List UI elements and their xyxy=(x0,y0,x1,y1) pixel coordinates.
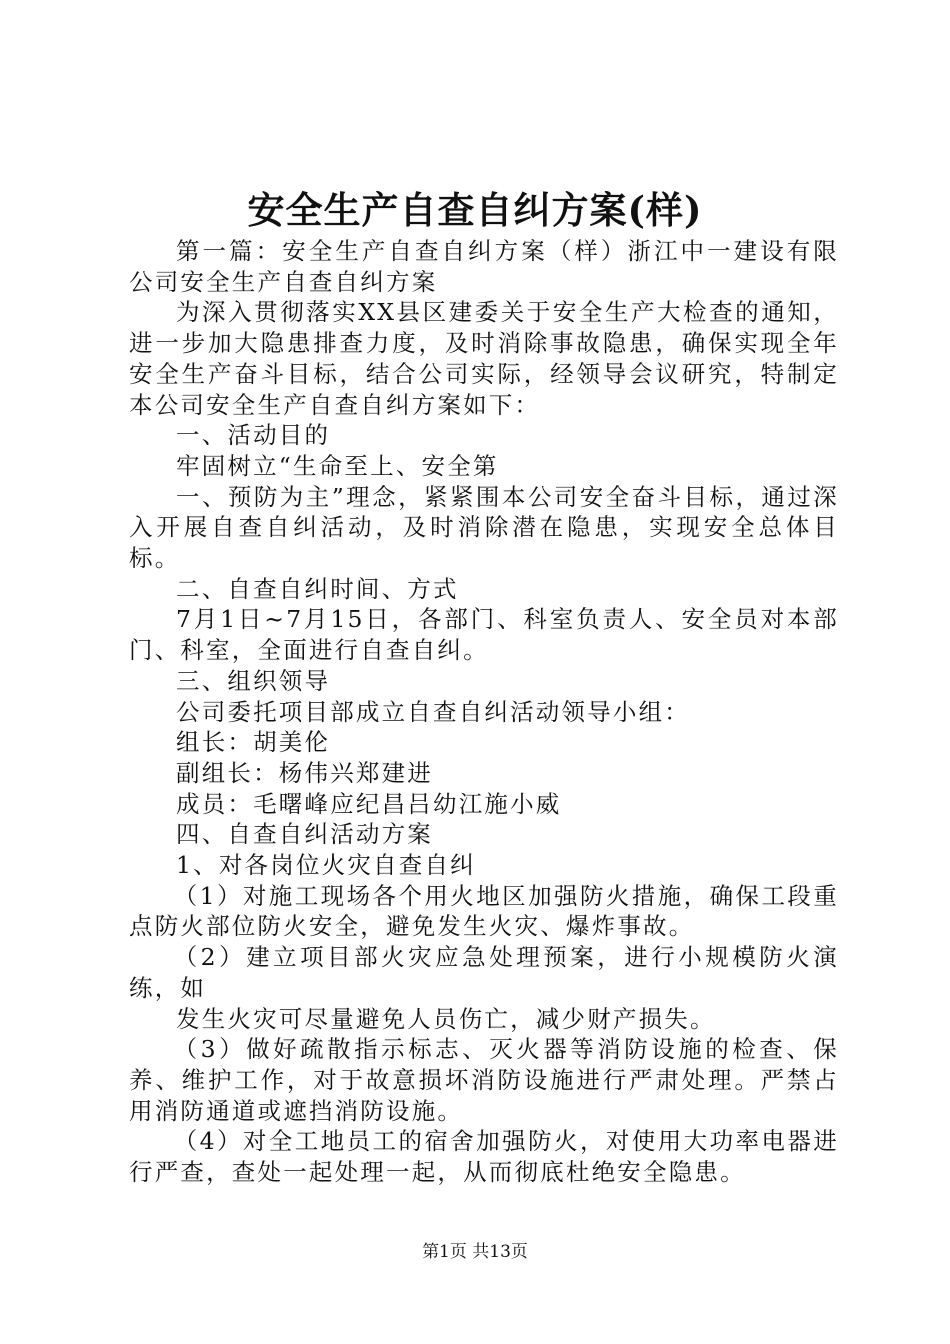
document-title: 安全生产自查自纠方案(样) xyxy=(247,188,703,232)
section-heading: 一、活动目的 xyxy=(176,421,331,450)
page-footer: 第1页 共13页 xyxy=(422,1242,528,1262)
list-item: （4）对全工地员工的宿舍加强防火，对使用大功率电器进行严查，查处一起处理一起，从而彻底杜绝安全隐患。 xyxy=(129,1127,839,1187)
paragraph: 副组长：杨伟兴郑建进 xyxy=(176,758,433,787)
list-item: （1）对施工现场各个用火地区加强防火措施，确保工段重点防火部位防火安全，避免发生火灾、爆炸事故。 xyxy=(129,881,839,941)
paragraph: 为深入贯彻落实XX县区建委关于安全生产大检查的通知，进一步加大隐患排查力度，及时消除事故隐患，确保实现全年安全生产奋斗目标，结合公司实际，经领导会议研究，特制定本公司安全生产自查自纠方案如下： xyxy=(129,298,839,419)
paragraph: 公司委托项目部成立自查自纠活动领导小组： xyxy=(176,697,690,726)
list-item: （3）做好疏散指示标志、灭火器等消防设施的检查、保养、维护工作，对于故意损坏消防设施进行严肃处理。严禁占用消防通道或遮挡消防设施。 xyxy=(129,1035,839,1125)
paragraph: 发生火灾可尽量避免人员伤亡，减少财产损失。 xyxy=(176,1004,716,1033)
paragraph: 组长：胡美伦 xyxy=(176,728,331,757)
paragraph: 7月1日~7月15日，各部门、科室负责人、安全员对本部门、科室，全面进行自查自纠。 xyxy=(129,605,839,665)
section-heading: 三、组织领导 xyxy=(176,666,331,695)
list-item: （2）建立项目部火灾应急处理预案，进行小规模防火演练，如 xyxy=(129,943,839,1002)
section-heading: 二、自查自纠时间、方式 xyxy=(176,574,459,603)
section-heading: 四、自查自纠活动方案 xyxy=(176,820,433,849)
document-body xyxy=(129,236,839,1188)
paragraph: 牢固树立“生命至上、安全第 xyxy=(176,451,499,480)
paragraph: 第一篇：安全生产自查自纠方案（样）浙江中一建设有限公司安全生产自查自纠方案 xyxy=(129,237,839,296)
paragraph: 成员：毛曙峰应纪昌吕幼江施小威 xyxy=(176,789,562,818)
subsection-heading: 1、对各岗位火灾自查自纠 xyxy=(176,851,476,880)
paragraph: 一、预防为主”理念，紧紧围本公司安全奋斗目标，通过深入开展自查自纠活动，及时消除潜在隐患，实现安全总体目标。 xyxy=(129,482,839,573)
